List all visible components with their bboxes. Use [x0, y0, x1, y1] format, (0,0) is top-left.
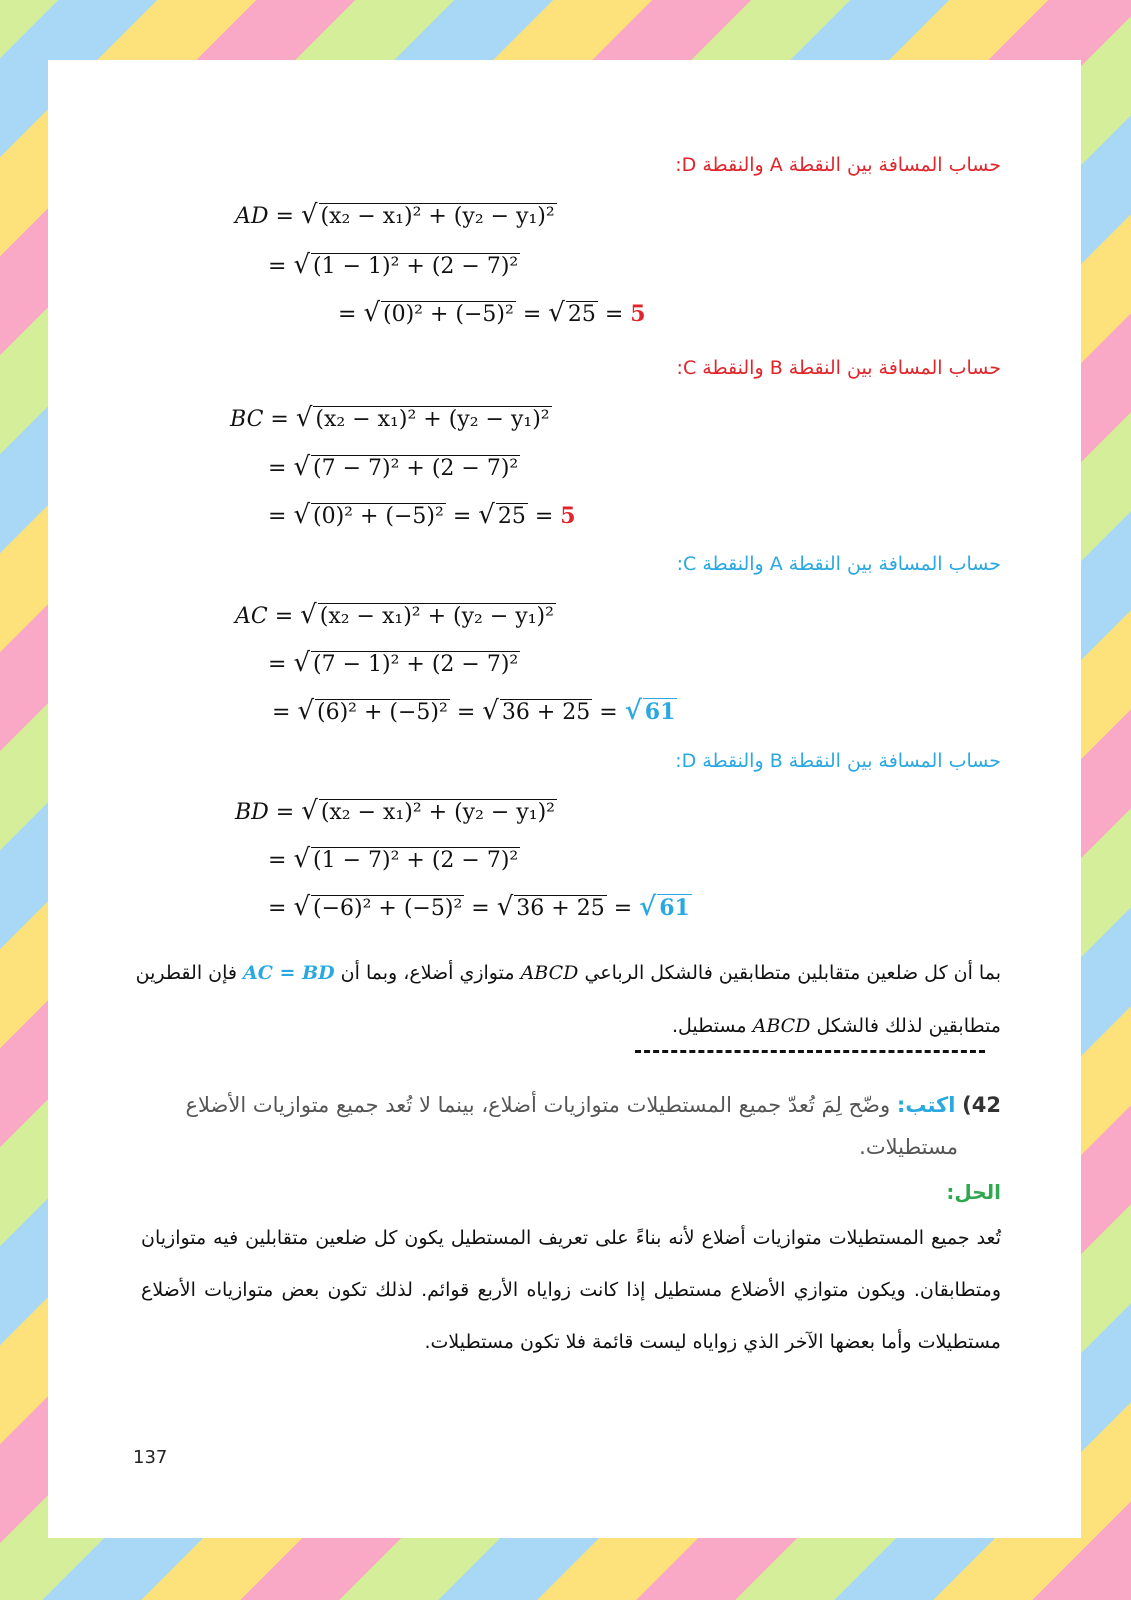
ac-label: AC — [243, 962, 273, 984]
conclusion-line1 — [136, 962, 1001, 984]
abcd-label: ABCD — [520, 962, 579, 984]
equation-ac-line3: = √ (6)² + (−5)² = √ 36 + 25 = √ 61 — [272, 696, 676, 726]
dashed-divider — [635, 1050, 985, 1053]
eq-step: (7 − 7)² + (2 − 7)² — [313, 456, 519, 481]
equation-ac-line2: = √ (7 − 1)² + (2 − 7)² — [268, 648, 519, 678]
conclusion-text: متوازي أضلاع، وبما أن — [340, 962, 515, 984]
conclusion-text: بما أن كل ضلعين متقابلين متطابقين فالشكل الرباعي — [584, 962, 1001, 984]
eq-lhs: AC — [235, 604, 268, 629]
eq-step: 25 — [497, 504, 526, 529]
question-number: 42) — [962, 1093, 1001, 1117]
eq-step: 36 + 25 — [516, 896, 605, 921]
equals-sign: = — [279, 962, 296, 984]
equation-ad-line3: = √ (0)² + (−5)² = √ 25 = 5 — [338, 298, 646, 328]
equation-ac-line1: AC = √ (x₂ − x₁)² + (y₂ − y₁)² — [235, 600, 554, 630]
eq-step: 36 + 25 — [501, 700, 591, 725]
question-label: اكتب: — [896, 1093, 956, 1117]
heading-ad: حساب المسافة بين النقطة A والنقطة D: — [675, 154, 1001, 176]
eq-step: 25 — [567, 302, 596, 327]
equation-ad-line1: AD = √ (x₂ − x₁)² + (y₂ − y₁)² — [235, 200, 555, 230]
eq-result: 61 — [644, 699, 676, 725]
eq-result: 5 — [560, 503, 576, 529]
eq-step: (0)² + (−5)² — [313, 504, 444, 529]
conclusion-line2 — [672, 1015, 1001, 1037]
equation-bd-line3: = √ (−6)² + (−5)² = √ 36 + 25 = √ 61 — [268, 892, 690, 922]
heading-bc: حساب المسافة بين النقطة B والنقطة C: — [676, 357, 1001, 379]
equation-bd-line2: = √ (1 − 7)² + (2 − 7)² — [268, 844, 519, 874]
eq-step: (−6)² + (−5)² — [313, 896, 463, 921]
heading-bd: حساب المسافة بين النقطة B والنقطة D: — [675, 750, 1001, 772]
eq-step: (6)² + (−5)² — [317, 700, 448, 725]
eq-lhs: BC — [230, 407, 264, 432]
solution-label: الحل: — [946, 1180, 1001, 1204]
eq-step: (1 − 7)² + (2 − 7)² — [313, 848, 519, 873]
eq-step: (0)² + (−5)² — [383, 302, 514, 327]
question-line1 — [185, 1093, 1001, 1117]
eq-result: 5 — [630, 301, 646, 327]
eq-result: 61 — [659, 895, 690, 921]
conclusion-text: متطابقين لذلك فالشكل — [816, 1015, 1001, 1037]
formula: (x₂ − x₁)² + (y₂ − y₁)² — [319, 604, 554, 629]
equation-ad-line2: = √ (1 − 1)² + (2 − 7)² — [268, 250, 519, 280]
eq-lhs: AD — [235, 204, 269, 229]
conclusion-text: فإن القطرين — [135, 962, 237, 984]
formula: (x₂ − x₁)² + (y₂ − y₁)² — [320, 204, 555, 229]
eq-step: (7 − 1)² + (2 − 7)² — [313, 652, 519, 677]
heading-ac: حساب المسافة بين النقطة A والنقطة C: — [676, 553, 1001, 575]
eq-lhs: BD — [235, 800, 269, 825]
abcd-label: ABCD — [752, 1015, 811, 1037]
solution-text: تُعد جميع المستطيلات متوازيات أضلاع لأنه بناءً على تعريف المستطيل يكون كل ضلعين متقابلين فيه متوازيان ومتطابقان. ويكون متوازي الأضلاع مستطيل إذا كانت زواياه الأربع قوائم. لذلك تكون بعض متوازيات الأضلاع مستطيلات وأما بعضها الآخر الذي زواياه ليست قائمة فلا تكون مستطيلات. — [141, 1227, 1001, 1353]
question-text: وضّح لِمَ تُعدّ جميع المستطيلات متوازيات أضلاع، بينما لا تُعد جميع متوازيات الأضلاع — [185, 1093, 891, 1117]
conclusion-text: مستطيل. — [671, 1015, 747, 1037]
equation-bc-line3: = √ (0)² + (−5)² = √ 25 = 5 — [268, 500, 576, 530]
equation-bd-line1: BD = √ (x₂ − x₁)² + (y₂ − y₁)² — [235, 796, 555, 826]
bd-label: BD — [302, 962, 335, 984]
equation-bc-line1: BC = √ (x₂ − x₁)² + (y₂ − y₁)² — [230, 403, 550, 433]
formula: (x₂ − x₁)² + (y₂ − y₁)² — [320, 800, 555, 825]
ac-eq-bd — [243, 962, 335, 984]
question-line2: مستطيلات. — [859, 1135, 958, 1159]
eq-step: (1 − 1)² + (2 − 7)² — [313, 254, 519, 279]
formula: (x₂ − x₁)² + (y₂ − y₁)² — [315, 407, 550, 432]
equation-bc-line2: = √ (7 − 7)² + (2 − 7)² — [268, 452, 519, 482]
page-number: 137 — [133, 1447, 168, 1468]
